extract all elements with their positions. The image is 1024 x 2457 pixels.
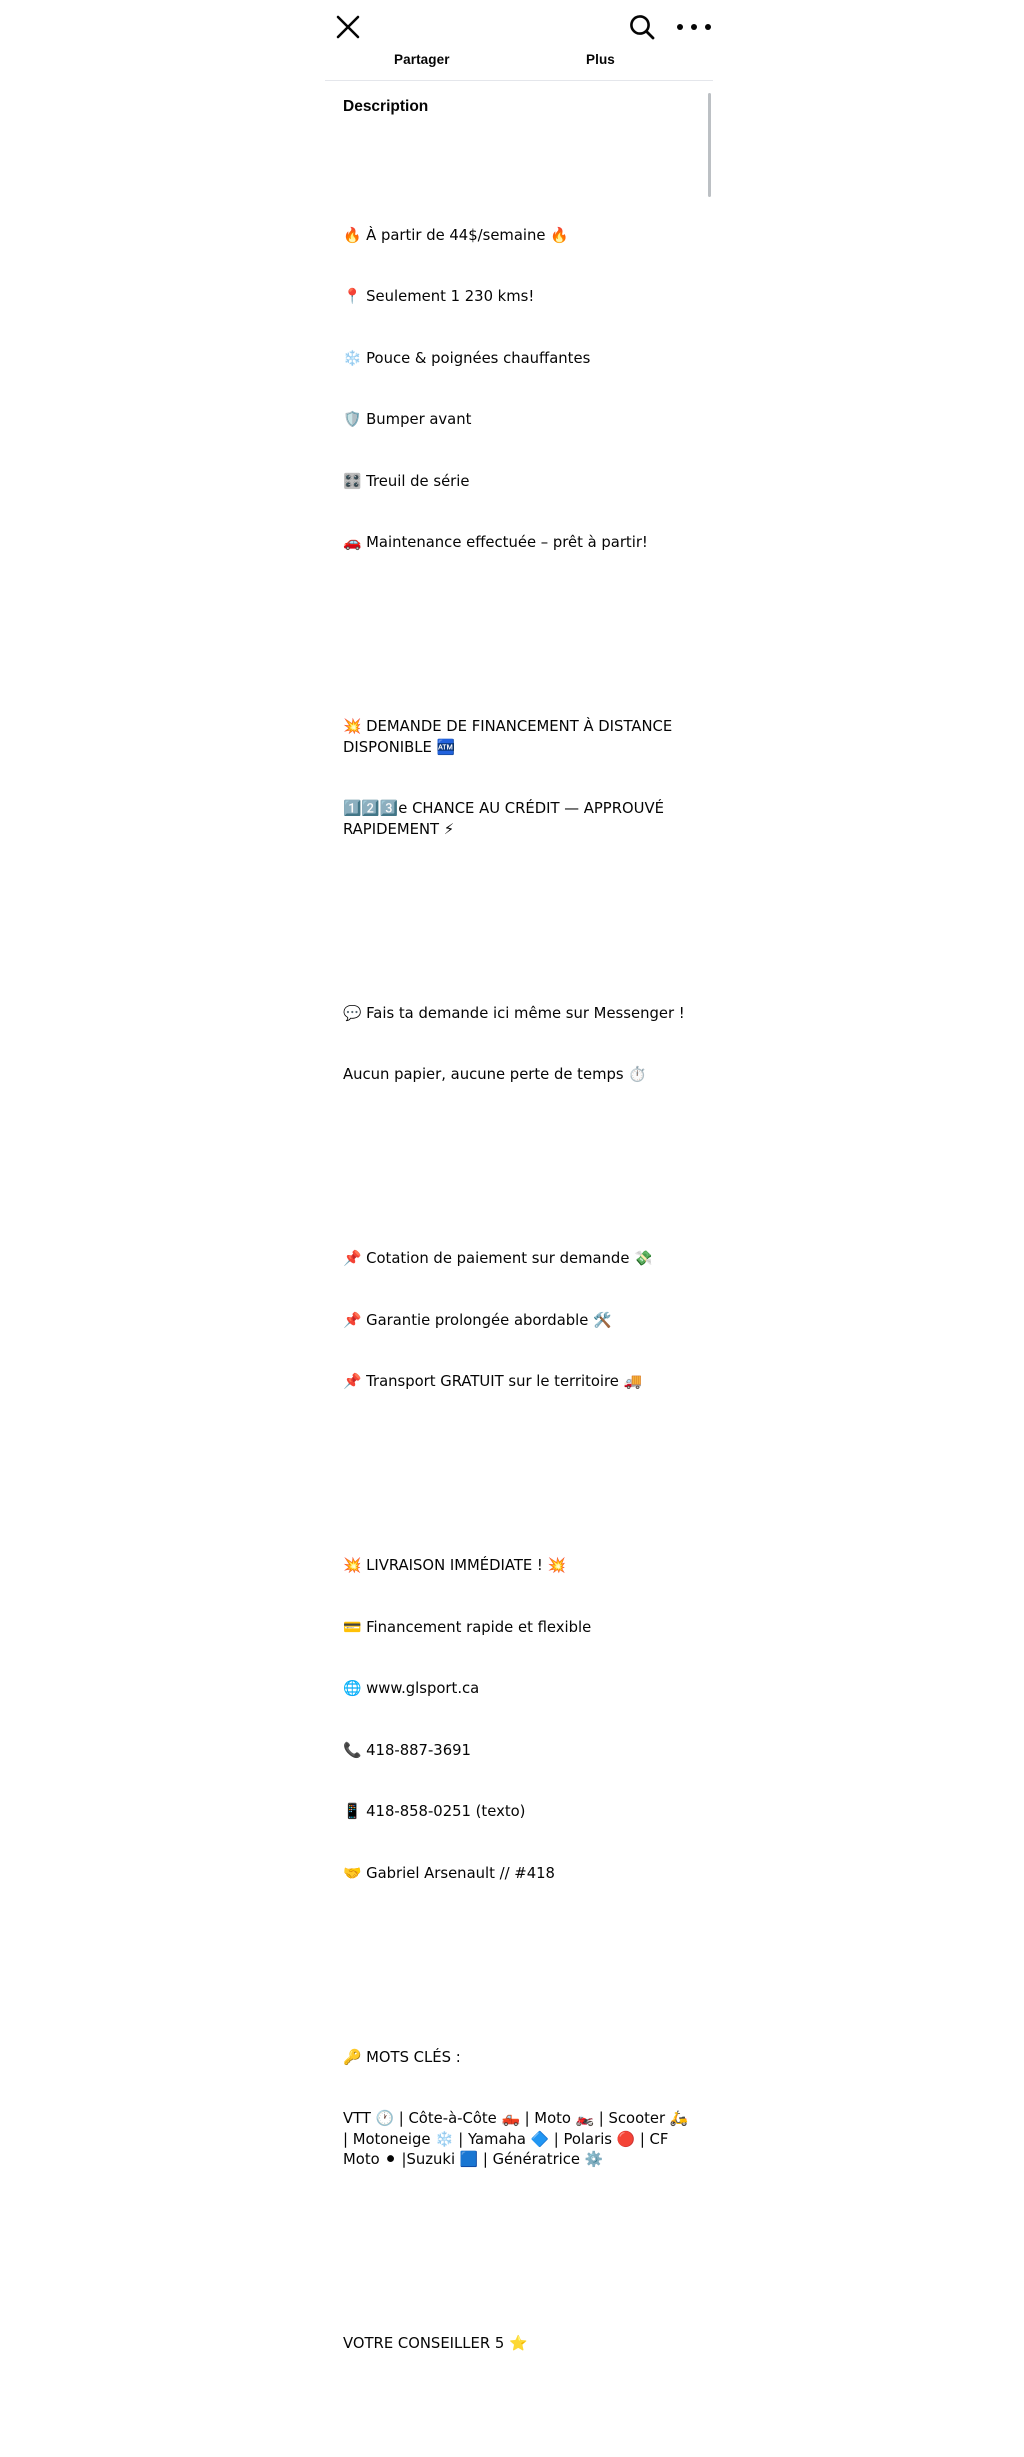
description-line: 📍 Seulement 1 230 kms! — [343, 288, 535, 305]
description-line: VTT 🕐 | Côte-à-Côte 🛻 | Moto 🏍️ | Scooter 🛵 | Motoneige ❄️ | Yamaha 🔷 | Polaris 🔴 | CF Moto ⚫ |Suzuki 🟦 | Génératrice ⚙️ — [343, 2110, 693, 2168]
phone-viewport — [325, 0, 713, 2352]
description-paragraph — [343, 185, 695, 595]
more-dot-1 — [677, 24, 683, 30]
more-options-icon[interactable] — [677, 16, 711, 38]
description-line: ❄️ Pouce & poignées chauffantes — [343, 349, 591, 367]
scrollbar-thumb[interactable] — [708, 93, 711, 197]
description-paragraph — [343, 963, 695, 1127]
description-paragraph — [343, 1208, 695, 1434]
description-paragraph — [343, 2293, 695, 2396]
share-button-label[interactable]: Partager — [394, 52, 450, 67]
description-line: 🔥 À partir de 44$/semaine 🔥 — [343, 226, 569, 244]
description-line: Aucun papier, aucune perte de temps ⏱️ — [343, 1066, 647, 1083]
description-scroll-area[interactable] — [325, 81, 713, 2352]
description-line: 💳 Financement rapide et flexible — [343, 1618, 592, 1636]
more-button-label[interactable]: Plus — [586, 52, 615, 67]
description-body — [343, 123, 695, 2457]
more-dot-3 — [705, 24, 711, 30]
description-line: 💬 Fais ta demande ici même sur Messenger ! — [343, 1004, 685, 1022]
description-paragraph — [343, 1515, 695, 1925]
search-icon[interactable] — [625, 10, 659, 44]
description-line: 📌 Garantie prolongée abordable 🛠️ — [343, 1311, 612, 1329]
top-bar — [325, 0, 713, 52]
description-line: 💥 DEMANDE DE FINANCEMENT À DISTANCE DISPONIBLE 🏧 — [343, 718, 677, 756]
description-line: VOTRE CONSEILLER 5 ⭐ — [343, 2335, 528, 2352]
description-line: 🔑 MOTS CLÉS : — [343, 2048, 461, 2066]
description-line-phone[interactable]: 📞 418-887-3691 — [343, 1741, 471, 1759]
more-dot-2 — [691, 24, 697, 30]
description-line-advisor: 🤝 Gabriel Arsenault // #418 — [343, 1864, 555, 1882]
actions-row — [325, 52, 713, 80]
description-line: 1️⃣2️⃣3️⃣e CHANCE AU CRÉDIT — APPROUVÉ RAPIDEMENT ⚡ — [343, 800, 669, 838]
description-line: 🚗 Maintenance effectuée – prêt à partir! — [343, 534, 648, 551]
description-heading: Description — [343, 98, 429, 115]
description-line: 🎛️ Treuil de série — [343, 472, 470, 490]
description-line-website[interactable]: 🌐 www.glsport.ca — [343, 1680, 480, 1697]
description-line: 📌 Transport GRATUIT sur le territoire 🚚 — [343, 1373, 643, 1390]
close-icon[interactable] — [331, 10, 365, 44]
description-paragraph — [343, 2007, 695, 2212]
description-line-phone-texto[interactable]: 📱 418-858-0251 (texto) — [343, 1803, 526, 1820]
description-paragraph — [343, 676, 695, 881]
description-line: 🛡️ Bumper avant — [343, 411, 472, 428]
description-line: 📌 Cotation de paiement sur demande 💸 — [343, 1250, 653, 1267]
description-line: 💥 LIVRAISON IMMÉDIATE ! 💥 — [343, 1557, 566, 1574]
